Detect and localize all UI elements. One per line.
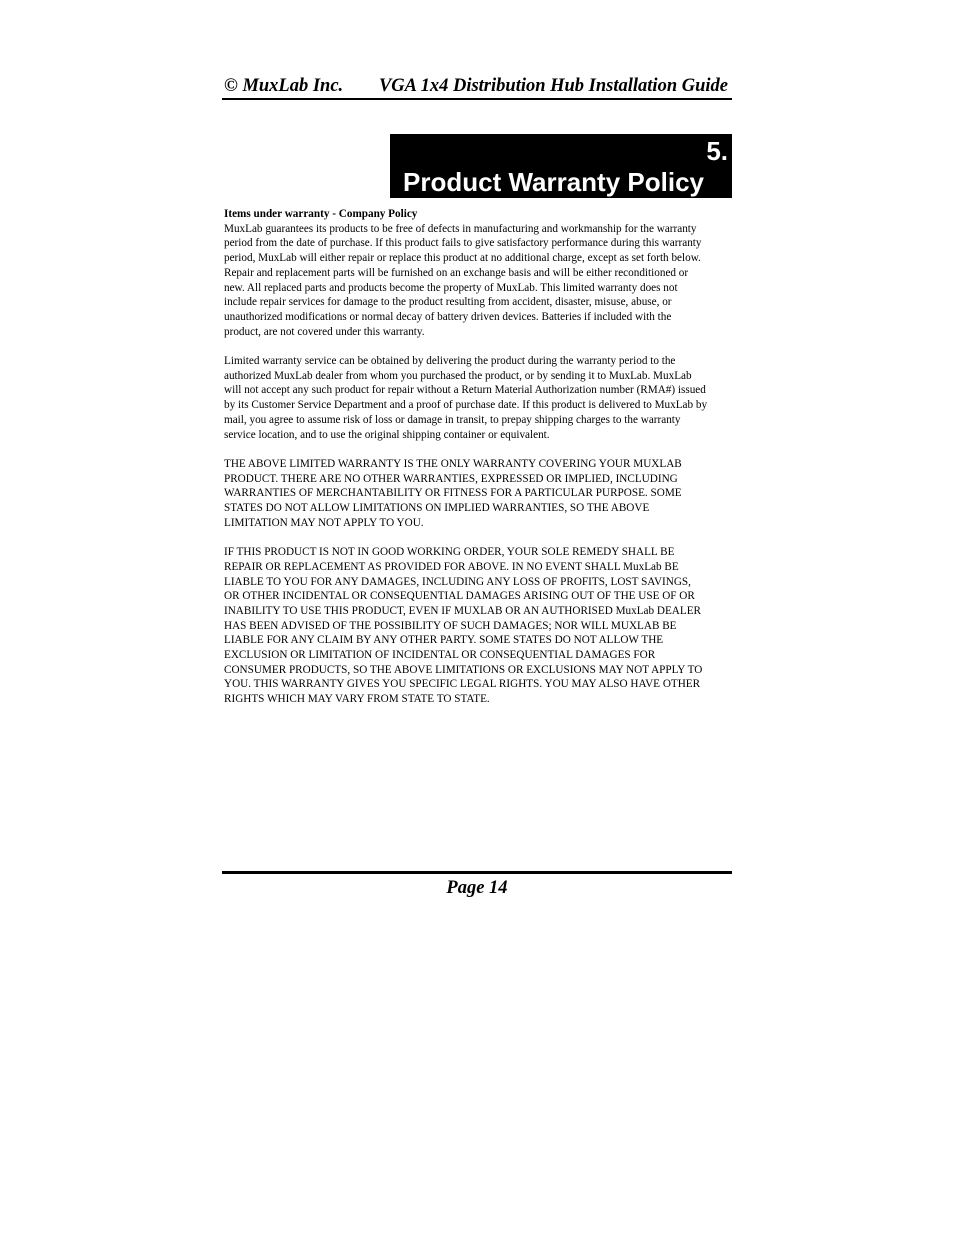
paragraph-text: MuxLab guarantees its products to be free of defects in manufacturing and workmanship for the warranty period from the date of purchase. If this product fails to give satisfactory performance during this warranty period, MuxLab will either repair or replace this product at no additional charge, except as set forth below. Repair and replacement parts will be furnished on an exchange basis and will be either reconditioned or new. All replaced parts and products become the property of MuxLab. This limited warranty does not include repair services for damage to the product resulting from accident, disaster, misuse, abuse, or unauthorized modifications or normal decay of battery driven devices. Batteries if included with the product, are not covered under this warranty. [224,222,702,338]
chapter-heading [390,134,732,198]
paragraph-service: Limited warranty service can be obtained by delivering the product during the warranty period to the authorized MuxLab dealer from whom you purchased the product, or by sending it to MuxLab. MuxLab will not accept any such product for repair without a Return Material Authorization number (RMA#) issued by its Customer Service Department and a proof of purchase date. If this product is delivered to MuxLab by mail, you agree to assume risk of loss or damage in transit, to prepay shipping charges to the warranty service location, and to use the original shipping container or equivalent. [224,355,708,441]
warranty-body [224,207,708,722]
page-header [222,74,732,100]
paragraph-liability: IF THIS PRODUCT IS NOT IN GOOD WORKING ORDER, YOUR SOLE REMEDY SHALL BE REPAIR OR REPLACEMENT AS PROVIDED FOR ABOVE. IN NO EVENT SHALL MuxLab BE LIABLE TO YOU FOR ANY DAMAGES, INCLUDING ANY LOSS OF PROFITS, LOST SAVINGS, OR OTHER INCIDENTAL OR CONSEQUENTIAL DAMAGES ARISING OUT OF THE USE OF OR INABILITY TO USE THIS PRODUCT, EVEN IF MUXLAB OR AN AUTHORISED MuxLab DEALER HAS BEEN ADVISED OF THE POSSIBILITY OF SUCH DAMAGES; NOR WILL MUXLAB BE LIABLE FOR ANY CLAIM BY ANY OTHER PARTY. SOME STATES DO NOT ALLOW THE EXCLUSION OR LIMITATION OF INCIDENTAL OR CONSEQUENTIAL DAMAGES FOR CONSUMER PRODUCTS, SO THE ABOVE LIMITATIONS OR EXCLUSIONS MAY NOT APPLY TO YOU. THIS WARRANTY GIVES YOU SPECIFIC LEGAL RIGHTS. YOU MAY ALSO HAVE OTHER RIGHTS WHICH MAY VARY FROM STATE TO STATE. [224,546,703,706]
paragraph-intro [224,207,708,339]
section-heading: Items under warranty - Company Policy [224,208,418,220]
page-number: Page 14 [446,878,508,898]
header-guide-title: VGA 1x4 Distribution Hub Installation Guide [378,76,728,96]
header-company: © MuxLab Inc. [224,76,344,96]
chapter-title: Product Warranty Policy [403,167,704,197]
chapter-number: 5. [706,136,728,166]
footer-divider [222,871,732,874]
paragraph-limited-warranty: THE ABOVE LIMITED WARRANTY IS THE ONLY WARRANTY COVERING YOUR MUXLAB PRODUCT. THERE ARE NO OTHER WARRANTIES, EXPRESSED OR IMPLIED, INCLUDING WARRANTIES OF MERCHANTABILITY OR FITNESS FOR A PARTICULAR PURPOSE. SOME STATES DO NOT ALLOW LIMITATIONS ON IMPLIED WARRANTIES, SO THE ABOVE LIMITATION MAY NOT APPLY TO YOU. [224,457,682,529]
